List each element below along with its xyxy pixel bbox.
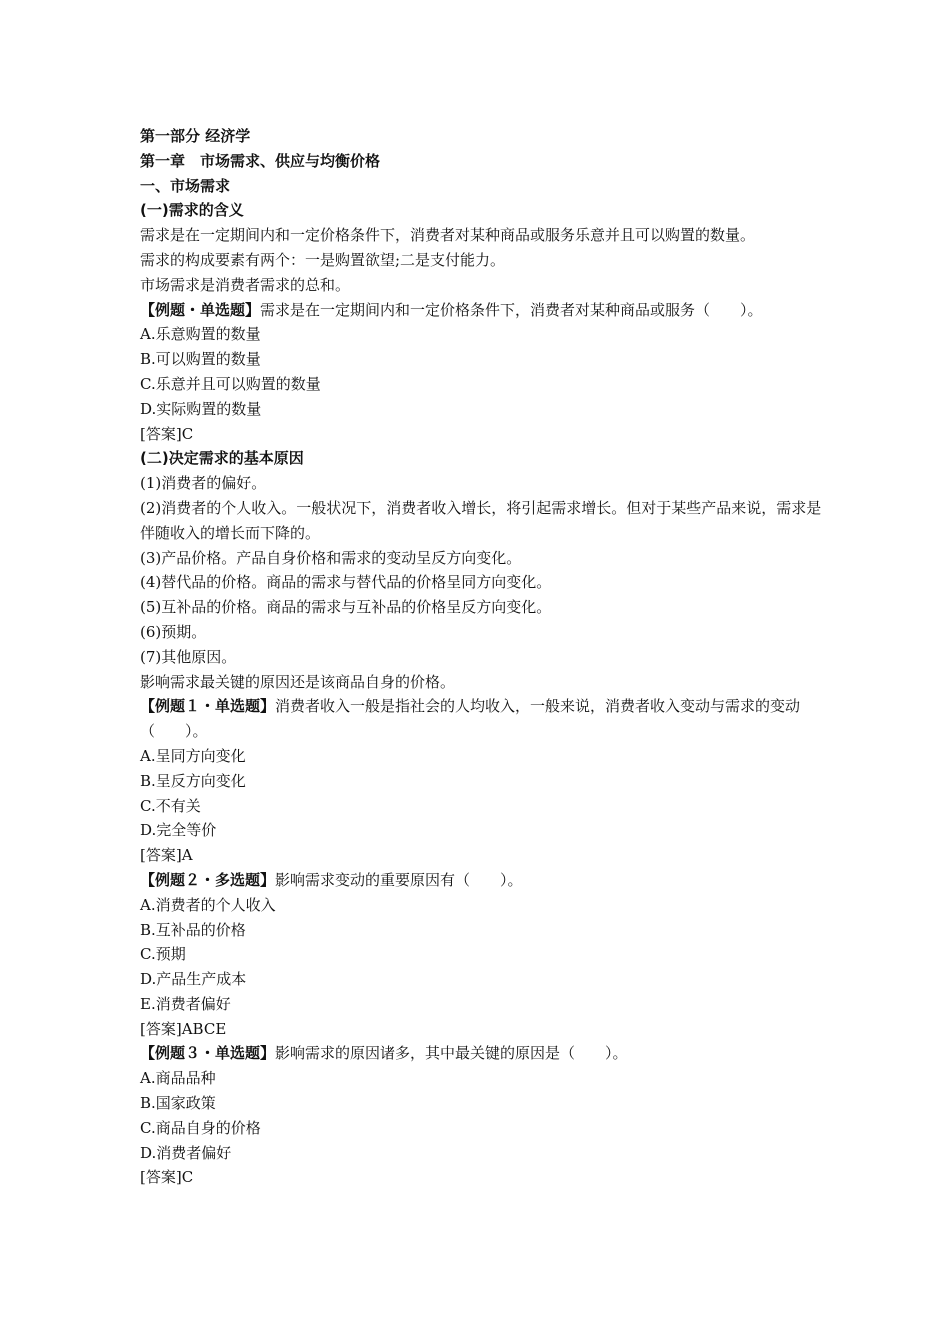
paragraph: 需求是在一定期间内和一定价格条件下，消费者对某种商品或服务乐意并且可以购置的数量。 (140, 226, 756, 245)
example-text: 影响需求变动的重要原因有（ ）。 (275, 870, 523, 889)
paragraph: 需求的构成要素有两个：一是购置欲望;二是支付能力。 (140, 250, 506, 269)
list-item: (1)消费者的偏好。 (140, 474, 267, 493)
option: D.完全等价 (140, 821, 217, 840)
option: B.呈反方向变化 (140, 771, 246, 790)
subsection-title: (二)决定需求的基本原因 (140, 449, 304, 468)
example-text: 影响需求的原因诸多，其中最关键的原因是（ ）。 (275, 1044, 628, 1063)
list-item: (4)替代品的价格。商品的需求与替代品的价格呈同方向变化。 (140, 573, 552, 592)
option: E.消费者偏好 (140, 994, 231, 1013)
option: D.消费者偏好 (140, 1143, 232, 1162)
option: A.呈同方向变化 (140, 746, 246, 765)
example-tag: 【例题３・单选题】 (140, 1044, 276, 1063)
option: C.预期 (140, 945, 186, 964)
answer: [答案]C (140, 1168, 194, 1187)
example-text: 需求是在一定期间内和一定价格条件下，消费者对某种商品或服务（ ）。 (260, 300, 763, 319)
list-item: (2)消费者的个人收入。一般状况下，消费者收入增长，将引起需求增长。但对于某些产品来说，需求是伴随收入的增长而下降的。 (140, 498, 822, 542)
paragraph: 影响需求最关键的原因还是该商品自身的价格。 (140, 672, 456, 691)
option: B.可以购置的数量 (140, 350, 261, 369)
answer: [答案]ABCE (140, 1019, 227, 1038)
option: C.乐意并且可以购置的数量 (140, 374, 321, 393)
part-title: 第一部分 经济学 (140, 127, 251, 145)
option: B.互补品的价格 (140, 920, 246, 939)
example-question (140, 1041, 830, 1066)
paragraph: 市场需求是消费者需求的总和。 (140, 275, 351, 294)
section-title: 一、市场需求 (140, 176, 231, 195)
option: C.商品自身的价格 (140, 1118, 261, 1137)
example-question (140, 694, 830, 744)
example-tag: 【例题・单选题】 (140, 300, 261, 319)
example-question (140, 868, 830, 893)
answer: [答案]A (140, 846, 193, 865)
option: C.不有关 (140, 796, 201, 815)
list-item: (5)互补品的价格。商品的需求与互补品的价格呈反方向变化。 (140, 598, 552, 617)
option: D.实际购置的数量 (140, 399, 262, 418)
subsection-title: (一)需求的含义 (140, 201, 244, 220)
document-content (140, 124, 830, 1190)
example-question (140, 298, 830, 323)
list-item: (3)产品价格。产品自身价格和需求的变动呈反方向变化。 (140, 548, 522, 567)
example-tag: 【例题１・单选题】 (140, 697, 276, 716)
option: A.消费者的个人收入 (140, 895, 276, 914)
list-item: (6)预期。 (140, 622, 207, 641)
option: D.产品生产成本 (140, 970, 247, 989)
option: A.乐意购置的数量 (140, 325, 261, 344)
chapter-title: 第一章 市场需求、供应与均衡价格 (140, 151, 381, 170)
option: B.国家政策 (140, 1094, 216, 1113)
example-tag: 【例题２・多选题】 (140, 870, 276, 889)
list-item: (7)其他原因。 (140, 647, 237, 666)
option: A.商品品种 (140, 1069, 216, 1088)
example-text: 消费者收入一般是指社会的人均收入，一般来说，消费者收入变动与需求的变动（ ）。 (140, 697, 801, 741)
answer: [答案]C (140, 424, 194, 443)
